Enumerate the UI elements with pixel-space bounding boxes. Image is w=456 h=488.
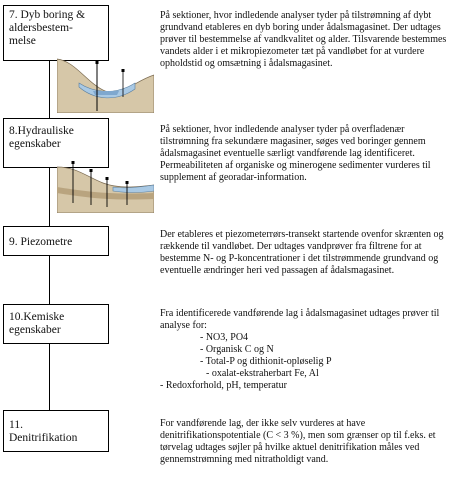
step-title-line: egenskaber	[9, 324, 61, 336]
step-description-10	[160, 308, 452, 392]
step-title-line: melse	[9, 35, 36, 47]
step-title-line: aldersbestem-	[9, 22, 73, 34]
description-text: På sektioner, hvor indledende analyser tyder på overfladenær tilstrømning fra sekundære magasiner, søges ved boringer gennem ådalsmagasinet eventuelle særligt vandførende lag identificeret. Permeabiliteten af organiske og minerogene sedimenter vurderes til supplement af georadar-information.	[160, 124, 431, 183]
list-item: - Organisk C og N	[200, 344, 274, 355]
step-title-line: 8.Hydrauliske	[9, 125, 74, 137]
description-text: På sektioner, hvor indledende analyser tyder på tilstrømning af dybt grundvand etableres en dyb boring under ådalsmagasinet. Der udtages prøver til bestemmelse af vandkvalitet og alder. Tilsvarende bestemmes vandets alder i et mikropiezometer tæt på vandløbet for at vurdere opholdstid og omsætning i ådalsmagasinet.	[160, 10, 447, 69]
analysis-list	[160, 332, 452, 380]
step-title-line: egenskaber	[9, 138, 61, 150]
step-box-9	[3, 226, 109, 256]
list-item: - Total-P og dithionit-opløselig P	[200, 356, 332, 367]
list-item: - oxalat-ekstraherbart Fe, Al	[206, 368, 319, 379]
step-description-7	[160, 10, 452, 70]
step-title-line: 10.Kemiske	[9, 311, 65, 323]
description-intro: Fra identificerede vandførende lag i ådalsmagasinet udtages prøver til analyse for:	[160, 308, 440, 331]
step-box-10	[3, 304, 109, 344]
step-box-11	[3, 410, 109, 452]
description-text: Der etableres et piezometerrørs-transekt startende ovenfor skrænten og rækkende til vandløbet. Der udtages vandprøver fra filtrene for at bestemme N- og P-koncentrationer i det tilstrømmende grundvand og eventuelle ændringer heri ved passagen af ådalsmagasinet.	[160, 229, 444, 276]
list-item: - NO3, PO4	[200, 332, 249, 343]
step-title-line: 9. Piezometre	[9, 236, 73, 248]
step-description-9	[160, 229, 452, 277]
step-description-8	[160, 124, 452, 184]
deep-boring-illustration	[57, 53, 154, 113]
step-title-line: 11.	[9, 419, 23, 431]
description-extra: - Redoxforhold, pH, temperatur	[160, 380, 287, 391]
step-description-11	[160, 418, 452, 466]
description-text: For vandførende lag, der ikke selv vurderes at have denitrifikationspotentiale (C < 3 %), men som grænser op til f.eks. et tørvelag udtages søjler på hvilke aktuel denitrifikation måles ved gennemstrømning med nitratholdigt vand.	[160, 418, 436, 465]
step-title-line: Denitrifikation	[9, 432, 78, 444]
hydraulic-borings-illustration	[57, 153, 154, 213]
step-title-line: 7. Dyb boring &	[9, 9, 86, 21]
